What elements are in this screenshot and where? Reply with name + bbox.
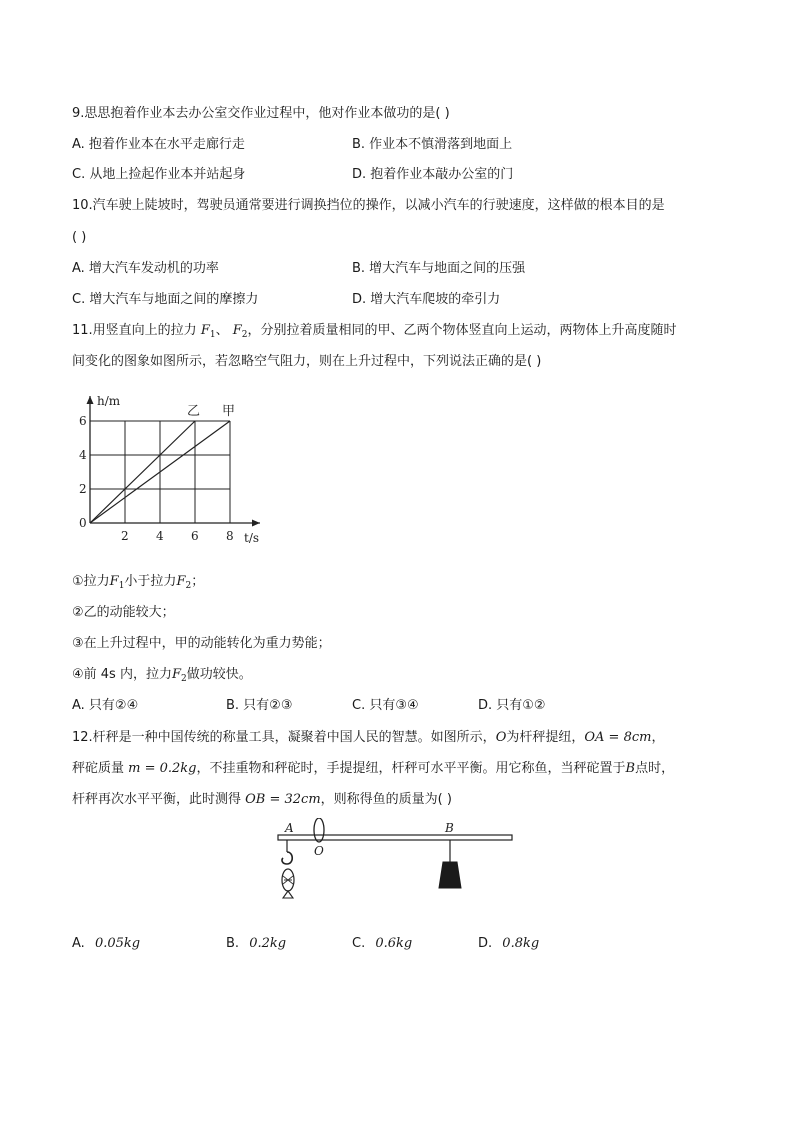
x-tick-label-8: 8 [226,529,234,543]
origin-label: 0 [79,516,87,530]
series-label-0: 乙 [187,404,201,419]
series-label-1: 甲 [222,404,236,419]
q9-option-c: C. 从地上捡起作业本并站起身 [72,167,246,182]
q12-l1-a: 12.杆秤是一种中国传统的称量工具，凝聚着中国人民的智慧。如图所示， [72,730,496,745]
q12-OB-eq: OB = 32cm [245,792,321,807]
q12-b-label: B. [226,936,240,951]
s4-F2 [172,667,187,682]
s4-text-b: 做功较快。 [186,667,252,682]
q11-statement-1 [72,573,204,595]
q12-l1-b: 为杆秤提纽， [506,730,585,745]
q10-stem-line1: 10.汽车驶上陡坡时，驾驶员通常要进行调换挡位的操作，以减小汽车的行驶速度，这样做的根本目的是 [72,198,665,213]
s4-F2-sub: 2 [181,674,187,684]
q10-option-a: A. 增大汽车发动机的功率 [72,261,219,276]
q12-l2-b: ，不挂重物和秤砣时，手提提纽，杆秤可水平平衡。用它称鱼，当秤砣置于 [196,761,626,776]
steelyard-figure [272,818,522,903]
q11-F1-base: F [200,323,210,338]
label-b: B [445,821,454,835]
x-tick-label-2: 2 [121,529,129,543]
q11-F2-base: F [232,323,242,338]
q12-l3-b: ，则称得鱼的质量为( ) [320,792,452,807]
s4-F2-base: F [171,667,181,682]
q12-option-d [478,935,539,953]
q12-l1-c: ， [651,730,665,745]
q12-OA-eq: OA = 8cm [584,730,652,745]
q11-sep: 、 [215,323,229,338]
q11-statement-4 [72,666,252,688]
q11-statement-3: ③在上升过程中，甲的动能转化为重力势能； [72,636,331,651]
y-tick-label-4: 4 [79,448,87,462]
hook-icon [282,852,292,864]
s1-F2 [176,574,191,589]
y-axis-arrow [87,396,94,404]
q12-option-b [226,935,286,953]
s1-F1 [110,574,125,589]
q11-F1-sub: 1 [209,330,216,340]
q11-option-c: C. 只有③④ [352,698,419,713]
s1-F2-sub: 2 [185,581,192,591]
q12-l2-c: 点时， [635,761,675,776]
q11-F2 [233,323,248,338]
x-axis-label: t/s [244,531,260,545]
q12-l2-a: 秤砣质量 [72,761,129,776]
q12-l3-a: 杆秤再次水平平衡，此时测得 [72,792,246,807]
q9-stem: 9.思思抱着作业本去办公室交作业过程中，他对作业本做功的是( ) [72,106,450,121]
q9-option-a: A. 抱着作业本在水平走廊行走 [72,137,245,152]
q12-option-a [72,935,140,953]
y-tick-label-2: 2 [79,482,87,496]
q12-c-label: C. [352,936,366,951]
counterweight-icon [439,862,461,888]
s1-text-b: 小于拉力 [124,574,177,589]
chart-labels [79,394,259,545]
label-a: A [285,821,294,835]
q12-option-c [352,935,412,953]
q9-option-b: B. 作业本不慎滑落到地面上 [352,137,513,152]
x-axis-arrow [252,520,260,527]
s4-text-a: ④前 4s 内，拉力 [72,667,172,682]
q11-F2-sub: 2 [241,330,248,340]
q12-stem-line2 [72,760,674,778]
steelyard-beam [278,835,512,840]
q12-d-value: 0.8kg [502,936,540,951]
q12-a-label: A. [72,936,85,951]
x-tick-label-4: 4 [156,529,164,543]
y-axis-label: h/m [97,394,121,408]
series-line-0 [90,421,195,523]
q9-option-d: D. 抱着作业本敲办公室的门 [352,167,514,182]
s1-text-c: ； [191,574,205,589]
height-time-chart [70,392,280,552]
q11-F1 [201,323,216,338]
q10-option-d: D. 增大汽车爬坡的牵引力 [352,292,501,307]
s1-F1-sub: 1 [118,581,125,591]
q12-a-value: 0.05kg [94,936,141,951]
q10-option-b: B. 增大汽车与地面之间的压强 [352,261,526,276]
q12-O: O [495,730,507,745]
q12-b-value: 0.2kg [249,936,287,951]
s1-F2-base: F [176,574,186,589]
q11-statement-2: ②乙的动能较大； [72,605,175,620]
q11-stem-line2: 间变化的图象如图所示，若忽略空气阻力，则在上升过程中，下列说法正确的是( ) [72,354,542,369]
fish-icon [282,869,294,898]
s1-F1-base: F [109,574,119,589]
q12-d-label: D. [478,936,493,951]
q12-stem-line1 [72,729,664,747]
q12-B: B [625,761,636,776]
label-o: O [314,844,324,858]
q11-stem-line1 [72,322,677,344]
q10-option-c: C. 增大汽车与地面之间的摩擦力 [72,292,259,307]
q11-option-b: B. 只有②③ [226,698,293,713]
q11-stem-part2: ，分别拉着质量相同的甲、乙两个物体竖直向上运动，两物体上升高度随时 [247,323,677,338]
q11-option-d: D. 只有①② [478,698,546,713]
q12-c-value: 0.6kg [375,936,413,951]
q12-m-eq: m = 0.2kg [128,761,197,776]
q11-option-a: A. 只有②④ [72,698,139,713]
q11-stem-part1: 11.用竖直向上的拉力 [72,323,197,338]
y-tick-label-6: 6 [79,414,87,428]
q12-stem-line3 [72,791,452,809]
x-tick-label-6: 6 [191,529,199,543]
q10-stem-line2: ( ) [72,230,87,245]
s1-text-a: ①拉力 [72,574,110,589]
